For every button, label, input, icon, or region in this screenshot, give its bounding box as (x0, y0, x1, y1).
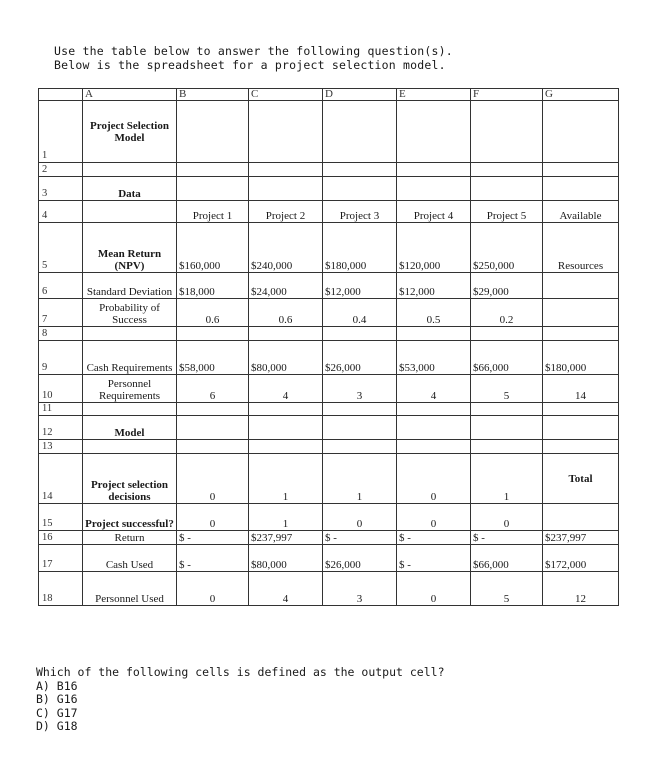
row-number: 6 (39, 273, 83, 299)
table-row (39, 572, 619, 606)
cell-f8 (471, 327, 543, 341)
table-row (39, 440, 619, 454)
cell-b11 (177, 403, 249, 416)
row-number: 9 (39, 341, 83, 375)
cell-a2 (83, 163, 177, 177)
cell-a11 (83, 403, 177, 416)
row-number: 8 (39, 327, 83, 341)
cell-c1 (249, 101, 323, 163)
cell-d12 (323, 416, 397, 440)
cell-b6: $18,000 (177, 273, 249, 299)
column-header-b: B (177, 89, 249, 101)
cell-d3 (323, 177, 397, 201)
cell-d4: Project 3 (323, 201, 397, 223)
table-row (39, 201, 619, 223)
table-row (39, 327, 619, 341)
cell-e11 (397, 403, 471, 416)
answer-option-a[interactable]: A) B16 (36, 678, 78, 693)
cell-b4: Project 1 (177, 201, 249, 223)
cell-g1 (543, 101, 619, 163)
cell-d2 (323, 163, 397, 177)
cell-f18: 5 (471, 572, 543, 606)
cell-f1 (471, 101, 543, 163)
cell-a1: Project Selection Model (83, 101, 177, 163)
cell-c9: $80,000 (249, 341, 323, 375)
cell-b12 (177, 416, 249, 440)
table-row (39, 416, 619, 440)
cell-e1 (397, 101, 471, 163)
row-number: 2 (39, 163, 83, 177)
cell-c3 (249, 177, 323, 201)
cell-d18: 3 (323, 572, 397, 606)
row-number: 7 (39, 299, 83, 327)
row-number: 11 (39, 403, 83, 416)
cell-b1 (177, 101, 249, 163)
table-row (39, 504, 619, 531)
cell-b15: 0 (177, 504, 249, 531)
cell-g10: 14 (543, 375, 619, 403)
cell-e10: 4 (397, 375, 471, 403)
cell-g14: Total (543, 454, 619, 504)
cell-g9: $180,000 (543, 341, 619, 375)
cell-b5: $160,000 (177, 223, 249, 273)
cell-a16: Return (83, 531, 177, 545)
row-number: 4 (39, 201, 83, 223)
cell-g4: Available (543, 201, 619, 223)
row-number: 5 (39, 223, 83, 273)
column-header-d: D (323, 89, 397, 101)
table-row (39, 299, 619, 327)
cell-e8 (397, 327, 471, 341)
cell-e17: $ - (397, 545, 471, 572)
row-number: 15 (39, 504, 83, 531)
table-row (39, 531, 619, 545)
cell-b14: 0 (177, 454, 249, 504)
cell-b8 (177, 327, 249, 341)
answer-option-d[interactable]: D) G18 (36, 719, 78, 734)
cell-b13 (177, 440, 249, 454)
table-row (39, 403, 619, 416)
table-row (39, 163, 619, 177)
cell-a3: Data (83, 177, 177, 201)
row-number: 1 (39, 101, 83, 163)
column-header-e: E (397, 89, 471, 101)
row-number: 18 (39, 572, 83, 606)
cell-d6: $12,000 (323, 273, 397, 299)
cell-g12 (543, 416, 619, 440)
cell-a13 (83, 440, 177, 454)
cell-d1 (323, 101, 397, 163)
cell-a15: Project successful? (83, 504, 177, 531)
row-number: 14 (39, 454, 83, 504)
cell-g17: $172,000 (543, 545, 619, 572)
instructions (54, 44, 453, 72)
cell-e15: 0 (397, 504, 471, 531)
cell-g2 (543, 163, 619, 177)
cell-g11 (543, 403, 619, 416)
cell-d8 (323, 327, 397, 341)
row-number: 17 (39, 545, 83, 572)
cell-c10: 4 (249, 375, 323, 403)
cell-g7 (543, 299, 619, 327)
cell-f12 (471, 416, 543, 440)
row-number: 13 (39, 440, 83, 454)
cell-b7: 0.6 (177, 299, 249, 327)
cell-g8 (543, 327, 619, 341)
table-row (39, 341, 619, 375)
cell-d16: $ - (323, 531, 397, 545)
cell-c14: 1 (249, 454, 323, 504)
header-corner (39, 89, 83, 101)
table-row (39, 273, 619, 299)
cell-c13 (249, 440, 323, 454)
spreadsheet-table (38, 88, 619, 606)
cell-e2 (397, 163, 471, 177)
column-header-a: A (83, 89, 177, 101)
cell-e5: $120,000 (397, 223, 471, 273)
cell-d15: 0 (323, 504, 397, 531)
cell-e7: 0.5 (397, 299, 471, 327)
cell-f15: 0 (471, 504, 543, 531)
cell-d10: 3 (323, 375, 397, 403)
cell-e12 (397, 416, 471, 440)
cell-a17: Cash Used (83, 545, 177, 572)
table-row (39, 454, 619, 504)
row-number: 16 (39, 531, 83, 545)
question-text: Which of the following cells is defined as the output cell? (36, 665, 445, 679)
cell-e3 (397, 177, 471, 201)
cell-e14: 0 (397, 454, 471, 504)
cell-f5: $250,000 (471, 223, 543, 273)
cell-f4: Project 5 (471, 201, 543, 223)
cell-f9: $66,000 (471, 341, 543, 375)
cell-e4: Project 4 (397, 201, 471, 223)
row-number: 10 (39, 375, 83, 403)
table-row (39, 223, 619, 273)
cell-a18: Personnel Used (83, 572, 177, 606)
row-number: 12 (39, 416, 83, 440)
cell-b18: 0 (177, 572, 249, 606)
cell-d13 (323, 440, 397, 454)
instruction-line-2: Below is the spreadsheet for a project selection model. (54, 58, 446, 72)
table-row (39, 101, 619, 163)
cell-c12 (249, 416, 323, 440)
cell-c15: 1 (249, 504, 323, 531)
cell-c17: $80,000 (249, 545, 323, 572)
cell-c2 (249, 163, 323, 177)
cell-e16: $ - (397, 531, 471, 545)
cell-d5: $180,000 (323, 223, 397, 273)
column-header-c: C (249, 89, 323, 101)
cell-c18: 4 (249, 572, 323, 606)
cell-a9: Cash Requirements (83, 341, 177, 375)
cell-d9: $26,000 (323, 341, 397, 375)
cell-g16: $237,997 (543, 531, 619, 545)
cell-c11 (249, 403, 323, 416)
cell-f6: $29,000 (471, 273, 543, 299)
cell-e18: 0 (397, 572, 471, 606)
column-header-f: F (471, 89, 543, 101)
cell-a12: Model (83, 416, 177, 440)
instruction-line-1: Use the table below to answer the following question(s). (54, 44, 453, 58)
cell-c8 (249, 327, 323, 341)
cell-f11 (471, 403, 543, 416)
cell-a5: Mean Return (NPV) (83, 223, 177, 273)
cell-g6 (543, 273, 619, 299)
cell-a7: Probability of Success (83, 299, 177, 327)
answer-option-c[interactable]: C) G17 (36, 705, 78, 720)
cell-e9: $53,000 (397, 341, 471, 375)
cell-f16: $ - (471, 531, 543, 545)
cell-g13 (543, 440, 619, 454)
cell-f17: $66,000 (471, 545, 543, 572)
table-row (39, 177, 619, 201)
cell-e13 (397, 440, 471, 454)
cell-g3 (543, 177, 619, 201)
cell-g18: 12 (543, 572, 619, 606)
cell-d11 (323, 403, 397, 416)
cell-c5: $240,000 (249, 223, 323, 273)
table-row (39, 375, 619, 403)
cell-b3 (177, 177, 249, 201)
cell-f7: 0.2 (471, 299, 543, 327)
cell-a6: Standard Deviation (83, 273, 177, 299)
cell-f14: 1 (471, 454, 543, 504)
cell-b17: $ - (177, 545, 249, 572)
cell-a8 (83, 327, 177, 341)
cell-d7: 0.4 (323, 299, 397, 327)
cell-a14: Project selection decisions (83, 454, 177, 504)
cell-f13 (471, 440, 543, 454)
cell-a4 (83, 201, 177, 223)
cell-c7: 0.6 (249, 299, 323, 327)
answer-option-b[interactable]: B) G16 (36, 692, 78, 707)
cell-b2 (177, 163, 249, 177)
row-number: 3 (39, 177, 83, 201)
cell-b10: 6 (177, 375, 249, 403)
table-row (39, 545, 619, 572)
cell-d14: 1 (323, 454, 397, 504)
cell-d17: $26,000 (323, 545, 397, 572)
cell-b16: $ - (177, 531, 249, 545)
cell-e6: $12,000 (397, 273, 471, 299)
cell-f2 (471, 163, 543, 177)
column-header-g: G (543, 89, 619, 101)
cell-g15 (543, 504, 619, 531)
cell-c16: $237,997 (249, 531, 323, 545)
cell-a10: Personnel Requirements (83, 375, 177, 403)
cell-f10: 5 (471, 375, 543, 403)
cell-c4: Project 2 (249, 201, 323, 223)
cell-g5: Resources (543, 223, 619, 273)
cell-b9: $58,000 (177, 341, 249, 375)
cell-f3 (471, 177, 543, 201)
question-block (36, 666, 445, 734)
cell-c6: $24,000 (249, 273, 323, 299)
